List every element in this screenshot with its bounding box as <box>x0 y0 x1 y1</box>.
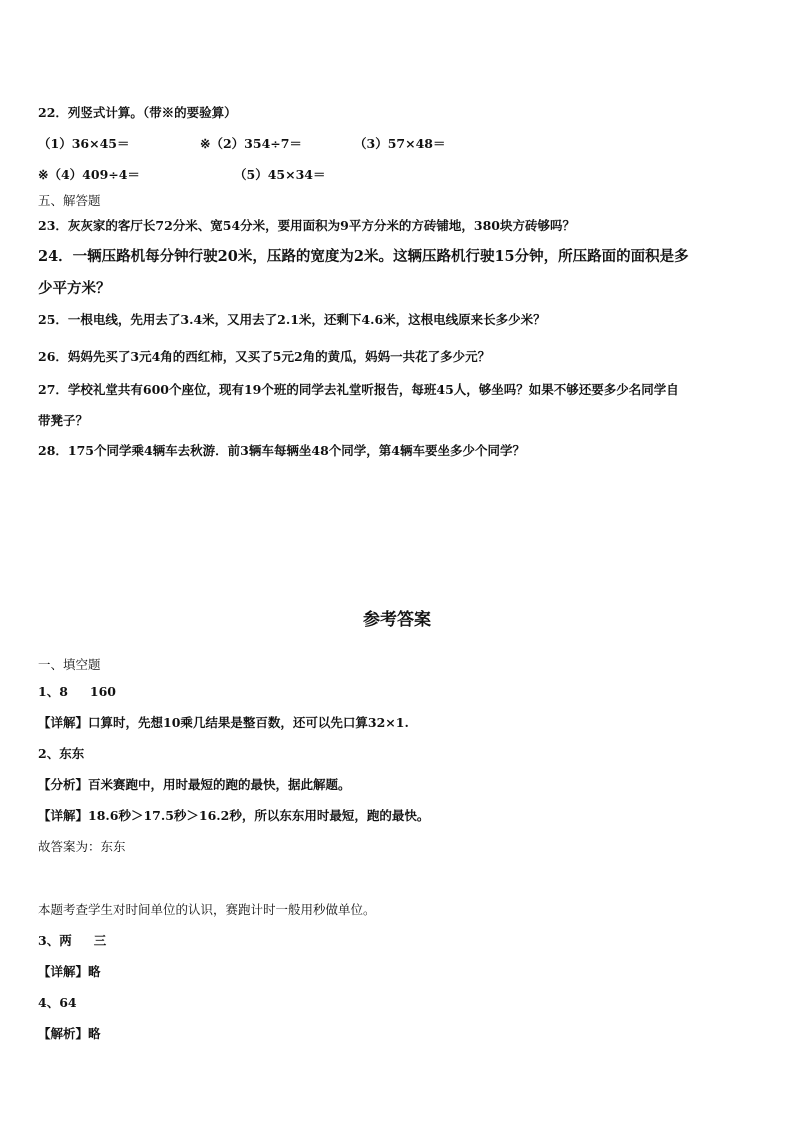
section-5-heading: 五、解答题 <box>38 193 101 208</box>
calc-item-4: ※（4）409÷4＝ <box>38 167 140 182</box>
calc-item-2: ※（2）354÷7＝ <box>200 136 302 151</box>
answer-2-final: 故答案为：东东 <box>38 839 126 854</box>
question-24-line-1: 24．一辆压路机每分钟行驶20米，压路的宽度为2米。这辆压路机行驶15分钟，所压路面的面积是多 <box>38 248 689 265</box>
answer-1-value-b: 160 <box>89 684 116 699</box>
answer-1 <box>38 684 764 700</box>
answer-3-value-a: 3、两 <box>38 933 72 948</box>
calc-item-5: （5）45×34＝ <box>234 167 326 182</box>
answers-section-1: 一、填空题 <box>38 657 101 672</box>
answer-3 <box>38 933 764 949</box>
answer-3-detail: 【详解】略 <box>38 964 101 979</box>
question-25: 25．一根电线，先用去了3.4米，又用去了2.1米，还剩下4.6米，这根电线原来长多少米？ <box>38 312 546 327</box>
question-28: 28．175个同学乘4辆车去秋游．前3辆车每辆坐48个同学，第4辆车要坐多少个同学？ <box>38 443 525 458</box>
answers-title: 参考答案 <box>363 610 431 630</box>
question-26: 26．妈妈先买了3元4角的西红柿，又买了5元2角的黄瓜，妈妈一共花了多少元？ <box>38 349 491 364</box>
answer-2-note: 本题考查学生对时间单位的认识，赛跑计时一般用秒做单位。 <box>38 902 376 917</box>
question-23: 23．灰灰家的客厅长72分米、宽54分米，要用面积为9平方分米的方砖铺地，380块方砖够吗？ <box>38 218 575 233</box>
question-24-line-2: 少平方米？ <box>38 280 111 297</box>
answer-2: 2、东东 <box>38 746 85 761</box>
question-27-line-2: 带凳子？ <box>38 413 89 428</box>
answer-2-analysis: 【分析】百米赛跑中，用时最短的跑的最快，据此解题。 <box>38 777 351 792</box>
question-22-row-2 <box>38 167 764 183</box>
question-27-line-1: 27．学校礼堂共有600个座位，现有19个班的同学去礼堂听报告，每班45人，够坐吗？如果不够还要多少名同学自 <box>38 382 679 397</box>
question-22-row-1 <box>38 136 764 152</box>
answer-1-value-a: 1、8 <box>38 684 68 699</box>
answer-4: 4、64 <box>38 995 77 1010</box>
question-22-heading: 22．列竖式计算。（带※的要验算） <box>38 105 237 120</box>
calc-item-3: （3）57×48＝ <box>354 136 446 151</box>
answer-3-value-b: 三 <box>93 933 107 948</box>
answer-1-detail: 【详解】口算时，先想10乘几结果是整百数，还可以先口算32×1. <box>38 715 409 730</box>
answer-4-detail: 【解析】略 <box>38 1026 101 1041</box>
answer-2-detail: 【详解】18.6秒＞17.5秒＞16.2秒，所以东东用时最短，跑的最快。 <box>38 808 430 823</box>
calc-item-1: （1）36×45＝ <box>38 136 130 151</box>
